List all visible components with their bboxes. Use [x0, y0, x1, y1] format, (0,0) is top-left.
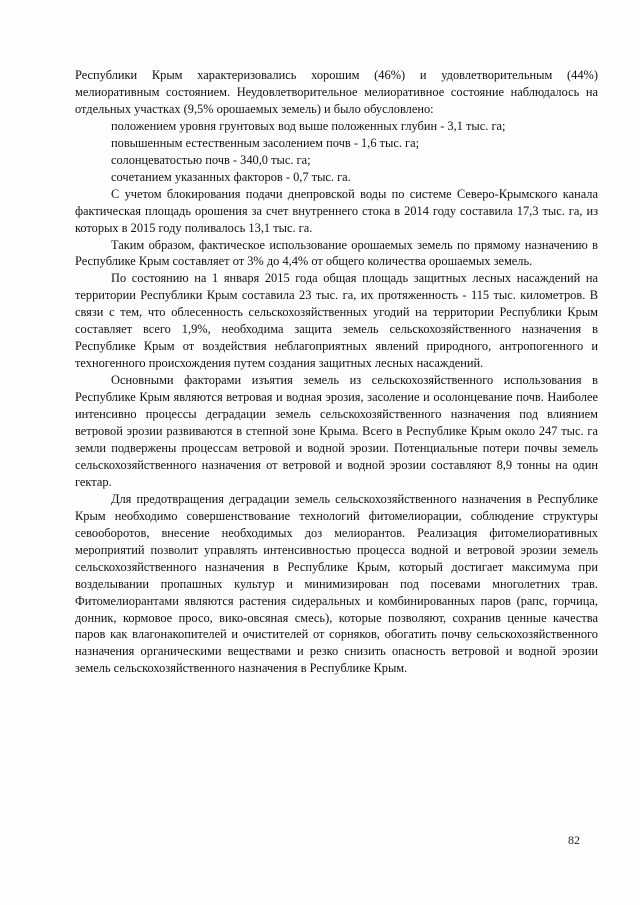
paragraph-forest: По состоянию на 1 января 2015 года общая площадь защитных лесных насаждений на территории Республики Крым составила 23 тыс. га, их протяженность - 115 тыс. километров. В связи с тем, что облесенность сельскохозяйственных угодий на территории Республики Крым составляет всего 1,9%, необходима защита земель сельскохозяйственного назначения в Республике Крым от воздействия неблагоприятных явлений природного, антропогенного и техногенного происхождения путем создания защитных лесных насаждений. [75, 271, 598, 371]
paragraph-erosion: Основными факторами изъятия земель из сельскохозяйственного использования в Республике Крым являются ветровая и водная эрозия, засоление и осолонцевание почв. Наиболее интенсивно процессы деградации земель сельскохозяйственного назначения под влиянием ветровой эрозии развиваются в степной зоне Крыма. Всего в Республике Крым около 247 тыс. га земли подвержены процессам ветровой и водной эрозии. Потенциальные потери почвы земель сельскохозяйственного назначения от ветровой и водной эрозии составляют 8,9 тонны на один гектар. [75, 373, 598, 489]
list-item-salinization: повышенным естественным засолением почв - 1,6 тыс. га; [111, 135, 420, 150]
paragraph-intro: Республики Крым характеризовались хорошим (46%) и удовлетворительным (44%) мелиоративным состоянием. Неудовлетворительное мелиоративное состояние наблюдалось на отдельных участках (9,5% орошаемых земель) и было обусловлено: [75, 68, 598, 116]
list-item-combined: сочетанием указанных факторов - 0,7 тыс. га. [111, 169, 351, 184]
paragraph-irrigation: С учетом блокирования подачи днепровской воды по системе Северо-Крымского канала фактическая площадь орошения за счет внутреннего стока в 2014 году составила 17,3 тыс. га, из которых в 2015 году поливалось 13,1 тыс. га. [75, 186, 598, 235]
list-item-groundwater: положением уровня грунтовых вод выше положенных глубин - 3,1 тыс. га; [111, 118, 506, 133]
page-number: 82 [568, 833, 580, 847]
paragraph-usage: Таким образом, фактическое использование орошаемых земель по прямому назначению в Республике Крым составляет от 3% до 4,4% от общего количества орошаемых земель. [75, 237, 598, 269]
list-item-solonetz: солонцеватостью почв - 340,0 тыс. га; [111, 152, 311, 167]
paragraph-phytomelioration: Для предотвращения деградации земель сельскохозяйственного назначения в Республике Крым необходимо совершенствование технологий фитомелиорации, соблюдение структуры севооборотов, внесение необходимых доз мелиорантов. Реализация фитомелиоративных мероприятий позволит управлять интенсивностью процесса водной и ветровой эрозии земель сельскохозяйственного назначения в Республике Крым, который достигает максимума при возделывании пропашных культур и минимизирован под посевами многолетних трав. Фитомелиорантами являются растения сидеральных и комбинированных паров (рапс, горчица, донник, кормовое просо, вико-овсяная смесь), которые позволяют, сохранив ценные качества паров как влагонакопителей и очистителей от сорняков, обогатить почву сельскохозяйственного назначения органическими веществами и резко снизить опасность ветровой и водной эрозии земель сельскохозяйственного назначения в Республике Крым. [75, 491, 598, 676]
page-body [75, 67, 598, 677]
